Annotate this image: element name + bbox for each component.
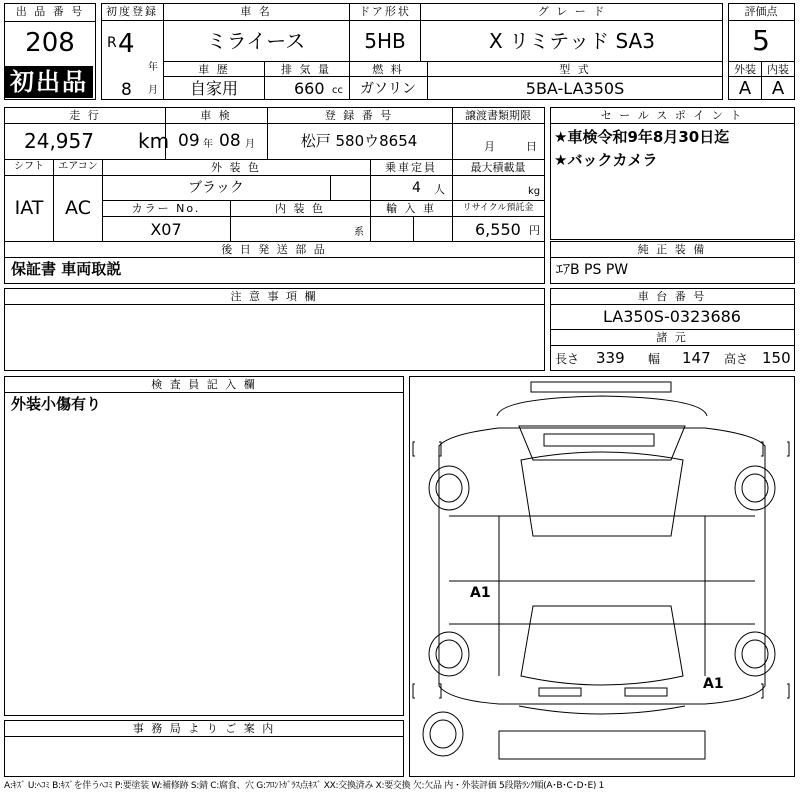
year-value: 4 <box>118 29 135 59</box>
load-label: 最大積載量 <box>470 161 526 174</box>
height-label: 高さ <box>724 352 749 366</box>
ac-value: AC <box>65 197 91 219</box>
plate-label: 登 録 番 号 <box>324 109 394 122</box>
fuel-value: ガソリン <box>360 81 416 97</box>
sales-points-label: セ ー ル ス ポ イ ン ト <box>600 109 744 122</box>
int-color-label: 内 装 色 <box>275 202 325 215</box>
inspector-label: 検 査 員 記 入 欄 <box>151 378 257 391</box>
history-value: 自家用 <box>189 79 239 98</box>
spec-label: 諸 元 <box>656 331 688 344</box>
width-label: 幅 <box>648 352 661 366</box>
exterior-grade: A <box>738 78 752 99</box>
car-name-label: 車 名 <box>240 5 272 18</box>
equipment-value: ｴｱB PS PW <box>556 262 629 278</box>
capacity-value: 4 <box>412 180 421 196</box>
recycle-unit: 円 <box>529 224 540 237</box>
recycle-label: リサイクル預託金 <box>462 203 534 213</box>
sales-point-item: ★バックカメラ <box>554 151 658 169</box>
score-value: 5 <box>752 24 770 57</box>
mileage-unit: km <box>138 129 170 153</box>
office-label: 事 務 局 よ り ご 案 内 <box>132 722 276 735</box>
plate-value: 松戸 580ウ8654 <box>300 132 418 150</box>
width-value: 147 <box>682 349 711 367</box>
transfer-label: 譲渡書類期限 <box>465 109 531 122</box>
car-outline <box>413 382 789 759</box>
sales-points-box <box>550 107 795 240</box>
inspection-year-unit: 年 <box>203 139 213 150</box>
era-mark: R <box>107 35 117 51</box>
color-no-label: カラー No. <box>131 202 201 215</box>
first-listing-badge: 初出品 <box>5 66 93 98</box>
history-label: 車 歴 <box>198 63 230 76</box>
interior-grade: A <box>771 78 785 99</box>
legend-text: A:ｷｽﾞ U:ﾍｺﾐ B:ｷｽﾞを伴うﾍｺﾐ P:要塗装 W:補修跡 S:錆 C:腐食、穴 G:ﾌﾛﾝﾄｶﾞﾗｽ点ｷｽﾞ XX:交換済み X:要交換 欠:欠品 内・外装評価 5段階ﾗﾝｸ順(A･B･C･D･E) 1 <box>4 781 605 791</box>
inspector-value: 外装小傷有り <box>11 395 102 413</box>
load-unit: kg <box>528 186 541 197</box>
grade-value: X リミテッド SA3 <box>489 29 655 53</box>
car-diagram <box>409 376 795 777</box>
equipment-label: 純 正 装 備 <box>637 243 707 256</box>
damage-mark: A1 <box>470 585 491 601</box>
door-value: 5HB <box>364 29 406 53</box>
color-no-value: X07 <box>150 220 182 239</box>
month-value: 8 <box>121 80 132 100</box>
transfer-day: 日 <box>526 140 537 153</box>
chassis-value: LA350S-0323686 <box>603 307 741 326</box>
damage-mark: A1 <box>703 676 724 692</box>
car-name: ミライース <box>206 29 306 53</box>
capacity-label: 乗車定員 <box>385 161 437 174</box>
notes-label: 注 意 事 項 欄 <box>230 290 318 303</box>
model-value: 5BA-LA350S <box>525 79 625 98</box>
int-color-unit: 系 <box>354 227 364 238</box>
lot-number: 208 <box>25 28 75 58</box>
mileage-value: 24,957 <box>24 129 94 153</box>
inspection-month: 08 <box>219 131 241 151</box>
chassis-label: 車 台 番 号 <box>637 290 707 303</box>
inspection-month-unit: 月 <box>245 139 255 150</box>
ext-color-value: ブラック <box>188 180 244 196</box>
height-value: 150 <box>762 349 791 367</box>
import-label: 輸 入 車 <box>386 202 436 215</box>
grade-label: グ レ ー ド <box>537 5 607 18</box>
displacement-label: 排 気 量 <box>281 63 331 76</box>
length-label: 長さ <box>555 352 580 366</box>
month-unit: 月 <box>148 85 158 96</box>
shift-value: IAT <box>14 197 44 219</box>
lot-label: 出 品 番 号 <box>15 5 85 18</box>
shift-label: シフト <box>14 161 44 172</box>
score-label: 評価点 <box>744 5 778 18</box>
later-parts-value: 保証書 車両取説 <box>11 260 122 278</box>
ac-label: エアコン <box>58 161 98 172</box>
exterior-grade-label: 外装 <box>734 63 756 76</box>
interior-grade-label: 内装 <box>767 63 789 76</box>
door-label: ドア形状 <box>359 5 411 18</box>
fuel-label: 燃 料 <box>372 63 404 76</box>
length-value: 339 <box>596 349 625 367</box>
sales-point-item: ★車検令和9年8月30日迄 <box>554 128 730 146</box>
transfer-month: 月 <box>484 140 495 153</box>
inspector-box <box>4 376 404 716</box>
capacity-unit: 人 <box>434 183 445 196</box>
inspection-label: 車 検 <box>200 109 232 122</box>
ext-color-label: 外 装 色 <box>211 161 261 174</box>
recycle-value: 6,550 <box>475 220 521 239</box>
later-parts-label: 後 日 発 送 部 品 <box>221 243 327 256</box>
displacement-unit: cc <box>332 85 343 96</box>
mileage-label: 走 行 <box>69 109 101 122</box>
model-label: 型 式 <box>559 63 591 76</box>
first-reg-label: 初度登録 <box>106 5 158 18</box>
inspection-year: 09 <box>178 131 200 151</box>
displacement-value: 660 <box>294 79 325 98</box>
year-unit: 年 <box>148 62 158 73</box>
